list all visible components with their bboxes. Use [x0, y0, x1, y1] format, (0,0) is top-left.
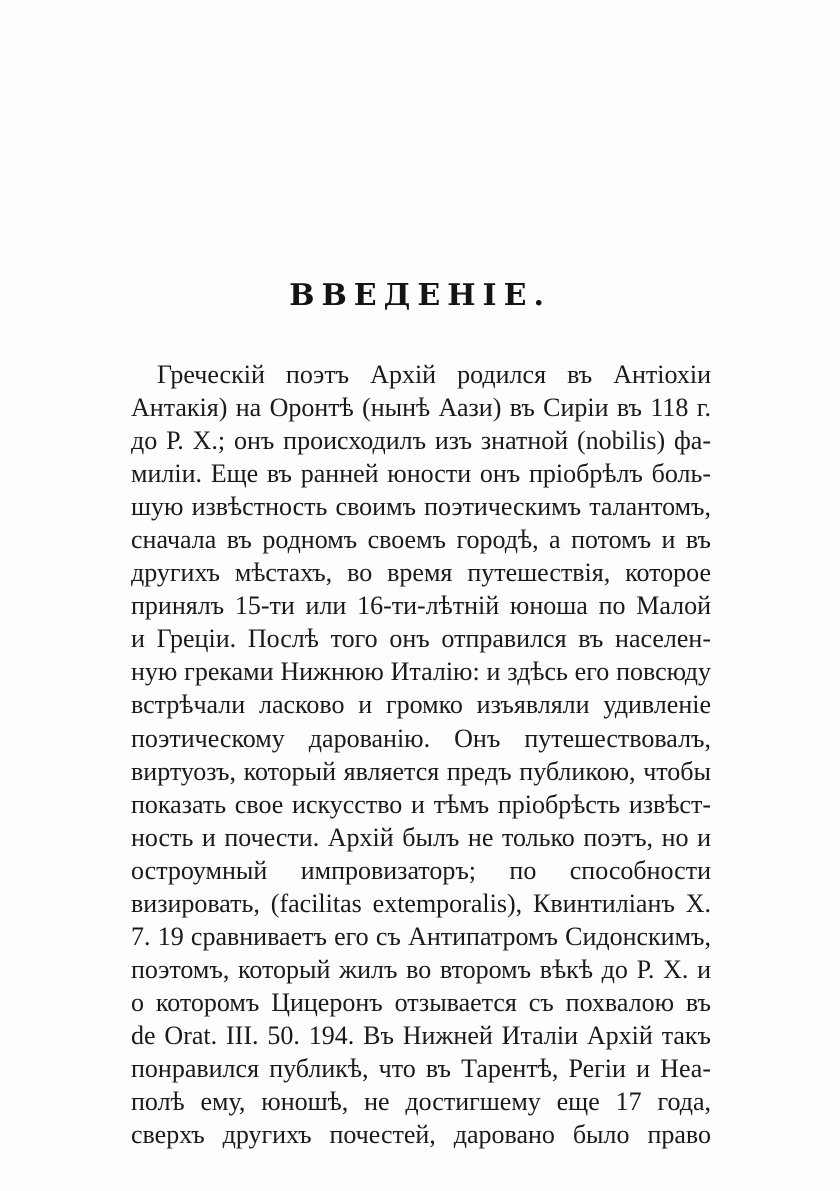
text-line: о которомъ Цицеронъ отзывается съ похвалою въ	[131, 987, 711, 1017]
text-line: визировать, (facilitas extemporalis), Квинтиліанъ X.	[131, 888, 711, 918]
text-line: миліи. Еще въ ранней юности онъ пріобрѣлъ боль-	[131, 459, 711, 489]
text-line: 7. 19 сравниваетъ его съ Антипатромъ Сидонскимъ,	[131, 921, 711, 951]
text-line: до Р. Х.; онъ происходилъ изъ знатной (nobilis) фа-	[131, 426, 711, 456]
chapter-heading: ВВЕДЕНІЕ.	[289, 278, 551, 313]
text-line: виртуозъ, который является предъ публикою, чтобы	[131, 756, 711, 786]
text-line: остроумный импровизаторъ; по способности	[131, 855, 711, 885]
body-paragraph	[131, 358, 711, 1151]
text-line: и Греціи. Послѣ того онъ отправился въ населен-	[131, 624, 711, 654]
text-line: de Orat. III. 50. 194. Въ Нижней Италіи Архій такъ	[131, 1020, 711, 1050]
text-line: показать свое искусство и тѣмъ пріобрѣсть извѣст-	[131, 789, 711, 819]
text-line: сверхъ другихъ почестей, даровано было право	[131, 1120, 711, 1150]
text-line: ность и почести. Архій былъ не только поэтъ, но и	[131, 822, 711, 852]
text-line: понравился публикѣ, что въ Тарентѣ, Регіи и Неа-	[131, 1053, 711, 1083]
text-line: шую извѣстность своимъ поэтическимъ талантомъ,	[131, 492, 711, 522]
text-line: Греческій поэтъ Архій родился въ Антіохіи	[157, 360, 711, 389]
text-line: поэтомъ, который жилъ во второмъ вѣкѣ до Р. Х. и	[131, 954, 711, 984]
text-line: сначала въ родномъ своемъ городѣ, а потомъ и въ	[131, 525, 711, 555]
text-line: ную греками Нижнюю Италію: и здѣсь его повсюду	[131, 657, 711, 687]
text-line: поэтическому дарованію. Онъ путешествовалъ,	[131, 723, 711, 753]
text-line: встрѣчали ласково и громко изъявляли удивленіе	[131, 690, 711, 720]
text-line: Антакія) на Оронтѣ (нынѣ Аази) въ Сиріи въ 118 г.	[131, 393, 711, 423]
text-line: принялъ 15-ти или 16-ти-лѣтній юноша по Малой	[131, 591, 711, 621]
text-line: полѣ ему, юношѣ, не достигшему еще 17 года,	[131, 1087, 711, 1117]
text-line: другихъ мѣстахъ, во время путешествія, которое	[131, 558, 711, 588]
